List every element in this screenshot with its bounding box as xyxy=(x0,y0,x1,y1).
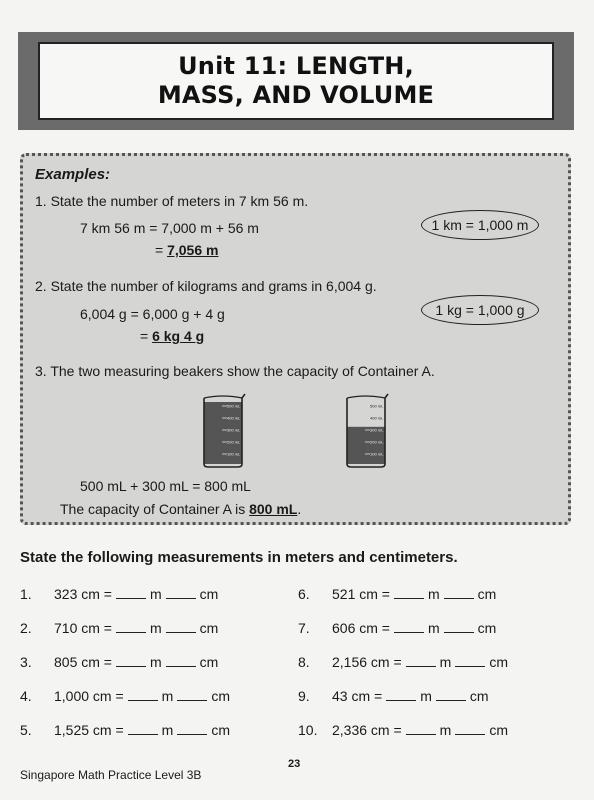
meters-blank[interactable] xyxy=(116,588,146,599)
exercise-expression: 2,336 cm = xyxy=(332,722,402,738)
centimeters-unit: cm xyxy=(469,688,489,704)
meters-unit: m xyxy=(439,654,452,670)
exercise-item-left-1 xyxy=(20,586,218,602)
meters-blank[interactable] xyxy=(386,690,416,701)
exercise-expression: 606 cm = xyxy=(332,620,390,636)
meters-unit: m xyxy=(161,722,174,738)
measuring-beaker-1 xyxy=(198,392,248,468)
beaker-2-rim xyxy=(347,396,385,398)
meters-unit: m xyxy=(420,688,432,704)
exercise-number: 10. xyxy=(298,722,318,738)
example-1-equation: 7 km 56 m = 7,000 m + 56 m xyxy=(80,220,259,236)
centimeters-unit: cm xyxy=(477,620,497,636)
exercise-item-left-3 xyxy=(20,654,218,670)
exercise-expression: 2,156 cm = xyxy=(332,654,402,670)
exercise-number: 3. xyxy=(20,654,32,670)
centimeters-blank[interactable] xyxy=(166,656,196,667)
centimeters-unit: cm xyxy=(489,654,508,670)
example-3-conclusion xyxy=(60,501,301,517)
meters-unit: m xyxy=(149,654,162,670)
example-2-answer: 6 kg 4 g xyxy=(152,328,205,344)
meters-unit: m xyxy=(439,722,452,738)
centimeters-unit: cm xyxy=(199,654,219,670)
example-3-prompt: 3. The two measuring beakers show the capacity of Container A. xyxy=(35,363,435,379)
exercise-expression: 43 cm = xyxy=(332,688,383,704)
meters-blank[interactable] xyxy=(116,656,146,667)
unit-title-line-2: MASS, AND VOLUME xyxy=(157,81,435,109)
example-2-conversion-oval: 1 kg = 1,000 g xyxy=(421,295,539,325)
exercise-expression: 521 cm = xyxy=(332,586,390,602)
beaker-1-mark-label: 300 mL xyxy=(227,427,241,433)
exercise-item-left-4 xyxy=(20,688,230,704)
exercise-number: 2. xyxy=(20,620,32,636)
exercise-item-right-1 xyxy=(298,586,496,602)
centimeters-blank[interactable] xyxy=(177,724,207,735)
exercise-item-left-5 xyxy=(20,722,230,738)
beaker-2-mark-label: 200 mL xyxy=(370,439,384,445)
beaker-2-mark-label: 100 mL xyxy=(370,451,384,457)
example-2-equals: = xyxy=(140,328,153,344)
meters-blank[interactable] xyxy=(128,724,158,735)
exercise-expression: 1,525 cm = xyxy=(54,722,124,738)
meters-unit: m xyxy=(149,620,162,636)
beaker-2-mark-label: 400 mL xyxy=(370,415,384,421)
centimeters-blank[interactable] xyxy=(177,690,207,701)
exercise-number: 4. xyxy=(20,688,32,704)
meters-blank[interactable] xyxy=(406,656,436,667)
measuring-beaker-2 xyxy=(341,392,391,468)
exercise-expression: 805 cm = xyxy=(54,654,112,670)
beaker-2-mark-label: 300 mL xyxy=(370,427,384,433)
meters-unit: m xyxy=(161,688,174,704)
example-1-result xyxy=(155,242,218,258)
exercise-expression: 710 cm = xyxy=(54,620,112,636)
centimeters-unit: cm xyxy=(211,722,230,738)
exercise-number: 1. xyxy=(20,586,32,602)
centimeters-blank[interactable] xyxy=(444,588,474,599)
example-2-result xyxy=(140,328,204,344)
exercise-number: 9. xyxy=(298,688,310,704)
exercise-item-right-3 xyxy=(298,654,508,670)
exercise-expression: 1,000 cm = xyxy=(54,688,124,704)
centimeters-unit: cm xyxy=(199,620,219,636)
centimeters-blank[interactable] xyxy=(455,724,485,735)
footer-book-title: Singapore Math Practice Level 3B xyxy=(20,768,202,782)
exercise-number: 7. xyxy=(298,620,310,636)
exercise-expression: 323 cm = xyxy=(54,586,112,602)
meters-unit: m xyxy=(427,586,440,602)
meters-blank[interactable] xyxy=(406,724,436,735)
unit-title-box xyxy=(38,42,554,120)
beaker-1-rim xyxy=(204,396,242,398)
centimeters-blank[interactable] xyxy=(166,588,196,599)
centimeters-unit: cm xyxy=(199,586,219,602)
beaker-1-mark-label: 500 mL xyxy=(227,403,241,409)
exercise-number: 5. xyxy=(20,722,32,738)
page-number: 23 xyxy=(288,758,301,770)
example-1-conversion-oval: 1 km = 1,000 m xyxy=(421,210,539,240)
exercise-item-right-5 xyxy=(298,722,508,738)
meters-blank[interactable] xyxy=(116,622,146,633)
unit-title-line-1: Unit 11: LENGTH, xyxy=(178,52,414,80)
meters-unit: m xyxy=(427,620,440,636)
beaker-1-mark-label: 400 mL xyxy=(227,415,241,421)
exercise-item-right-2 xyxy=(298,620,496,636)
meters-blank[interactable] xyxy=(394,622,424,633)
examples-box xyxy=(20,153,571,525)
exercise-number: 6. xyxy=(298,586,310,602)
centimeters-unit: cm xyxy=(477,586,497,602)
example-3-conclusion-text: The capacity of Container A is xyxy=(60,501,250,517)
meters-unit: m xyxy=(149,586,162,602)
example-3-sum: 500 mL + 300 mL = 800 mL xyxy=(80,478,251,494)
example-1-answer: 7,056 m xyxy=(167,242,219,258)
centimeters-blank[interactable] xyxy=(455,656,485,667)
centimeters-blank[interactable] xyxy=(166,622,196,633)
examples-heading: Examples: xyxy=(35,166,111,183)
exercise-number: 8. xyxy=(298,654,310,670)
centimeters-unit: cm xyxy=(489,722,508,738)
beaker-1-mark-label: 100 mL xyxy=(227,451,241,457)
centimeters-blank[interactable] xyxy=(436,690,466,701)
example-3-answer: 800 mL xyxy=(249,501,298,517)
example-2-prompt: 2. State the number of kilograms and grams in 6,004 g. xyxy=(35,278,377,294)
example-3-period: . xyxy=(297,501,302,517)
example-1-prompt: 1. State the number of meters in 7 km 56 m. xyxy=(35,193,309,209)
example-1-equals: = xyxy=(155,242,168,258)
meters-blank[interactable] xyxy=(128,690,158,701)
exercise-item-right-4 xyxy=(298,688,489,704)
exercise-instructions: State the following measurements in meters and centimeters. xyxy=(20,549,458,566)
example-2-equation: 6,004 g = 6,000 g + 4 g xyxy=(80,306,225,322)
beaker-2-mark-label: 500 mL xyxy=(370,403,384,409)
meters-blank[interactable] xyxy=(394,588,424,599)
centimeters-unit: cm xyxy=(211,688,230,704)
beaker-1-mark-label: 200 mL xyxy=(227,439,241,445)
exercise-item-left-2 xyxy=(20,620,218,636)
centimeters-blank[interactable] xyxy=(444,622,474,633)
